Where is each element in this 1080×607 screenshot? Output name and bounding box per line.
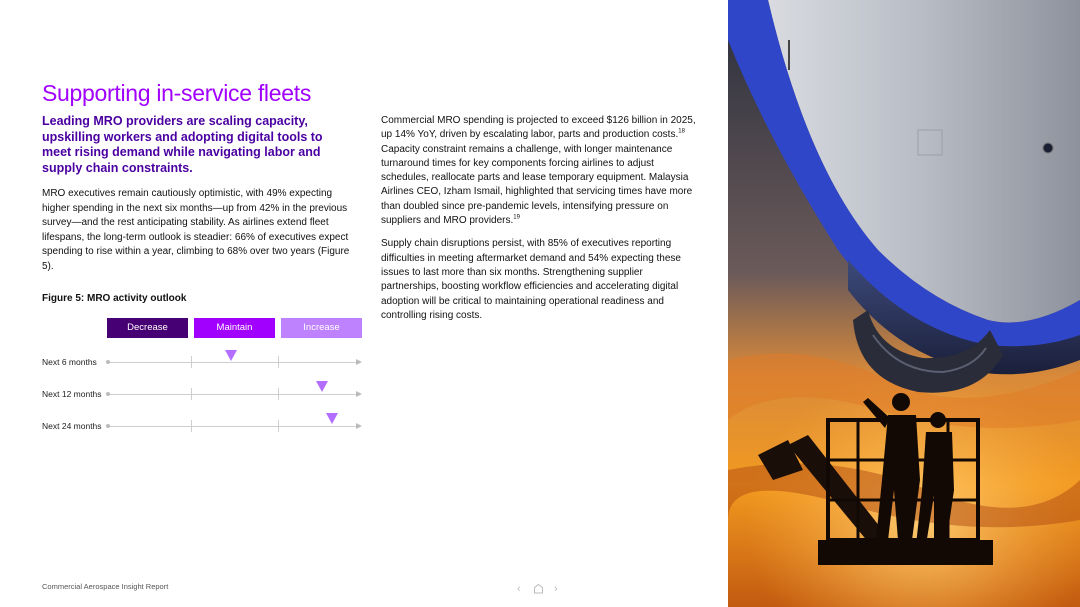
axis-start-dot	[106, 360, 110, 364]
axis-start-dot	[106, 424, 110, 428]
body-text-right	[381, 114, 703, 332]
footer-report-name: Commercial Aerospace Insight Report	[42, 582, 169, 591]
axis-tick	[191, 420, 192, 432]
paragraph-mro-spending: Commercial MRO spending is projected to exceed $126 billion in 2025, up 14% YoY, driven by escalating labor, parts and production costs.$^{18}$ Capacity constraint remains a challenge, with longer maintenance turnaround times for key components forcing airlines to adjust schedules, reallocate parts and lease temporary equipment. Malaysia Airlines CEO, Izham Ismail, highlighted that servicing times have more than doubled since pre-pandemic levels, intensifying pressure on suppliers and MRO providers.$^{19}$	[381, 115, 696, 227]
row-label-12-months: Next 12 months	[42, 389, 102, 399]
figure-title: Figure 5: MRO activity outlook	[42, 293, 187, 304]
outlook-marker	[316, 381, 328, 392]
prev-page-button[interactable]: ‹	[517, 583, 521, 595]
axis-tick	[191, 388, 192, 400]
legend-maintain: Maintain	[194, 318, 275, 338]
axis-tick	[278, 356, 279, 368]
axis-start-dot	[106, 392, 110, 396]
next-page-button[interactable]: ›	[554, 583, 558, 595]
axis-arrow	[356, 359, 362, 365]
row-label-24-months: Next 24 months	[42, 421, 102, 431]
axis-tick	[278, 388, 279, 400]
legend-decrease: Decrease	[107, 318, 188, 338]
legend-increase: Increase	[281, 318, 362, 338]
axis-tick	[278, 420, 279, 432]
axis-tick	[191, 356, 192, 368]
row-axis	[108, 362, 360, 363]
outlook-marker	[326, 413, 338, 424]
row-axis	[108, 426, 360, 427]
row-axis	[108, 394, 360, 395]
paragraph-supply-chain: Supply chain disruptions persist, with 85% of executives reporting difficulties in meeting aftermarket demand and 54% expecting these issues to last more than six months. Strengthening supplier partnerships, boosting workflow efficiencies and accelerating digital adoption will be critical to maintaining operational readiness and controlling rising costs.	[381, 238, 681, 321]
page-title: Supporting in-service fleets	[42, 80, 312, 106]
aircraft-maintenance-photo	[728, 0, 1080, 607]
axis-arrow	[356, 423, 362, 429]
row-label-6-months: Next 6 months	[42, 357, 97, 367]
body-text-left: MRO executives remain cautiously optimistic, with 49% expecting higher spending in the next six months—up from 42% in the previous survey—and the rest anticipating stability. As airlines extend fleet lifespans, the long-term outlook is steadier: 66% of executives expect spending to rise within a year, climbing to 68% over two years (Figure 5).	[42, 188, 350, 272]
axis-arrow	[356, 391, 362, 397]
home-icon[interactable]	[533, 583, 544, 594]
outlook-marker	[225, 350, 237, 361]
lead-paragraph: Leading MRO providers are scaling capacity, upskilling workers and adopting digital tools to meet rising demand while navigating labor and supply chain constraints.	[42, 114, 323, 175]
